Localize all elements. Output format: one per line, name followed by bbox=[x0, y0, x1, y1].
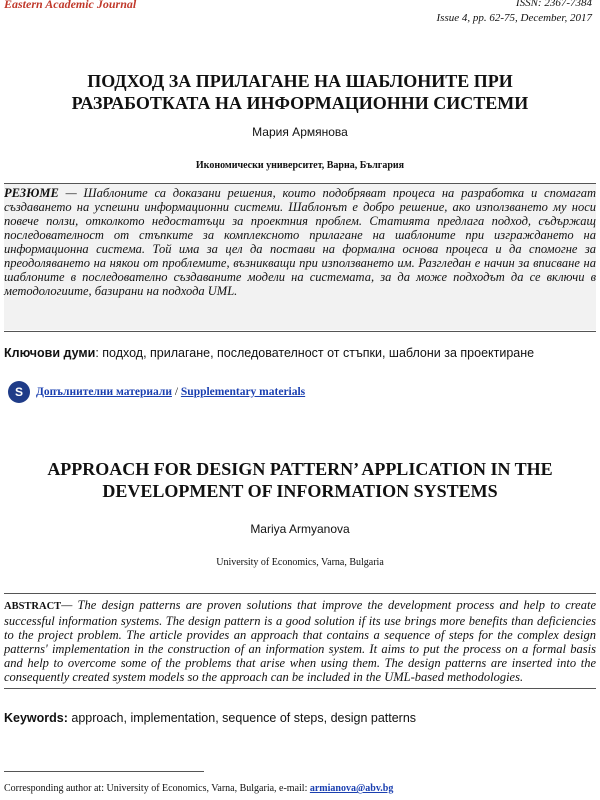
bg-abstract-bottom-rule bbox=[4, 331, 596, 332]
journal-name: Eastern Academic Journal bbox=[4, 0, 137, 11]
en-title-line-2: DEVELOPMENT OF INFORMATION SYSTEMS bbox=[102, 481, 498, 501]
bg-title-line-2: РАЗРАБОТКАТА НА ИНФОРМАЦИОННИ СИСТЕМИ bbox=[71, 93, 529, 113]
bg-author: Мария Армянова bbox=[252, 125, 348, 139]
en-abstract-bottom-rule bbox=[4, 688, 596, 689]
supplementary-links bbox=[36, 386, 305, 398]
supplementary-link-bg[interactable]: Допълнителни материали bbox=[36, 386, 172, 398]
supplementary-separator: / bbox=[171, 386, 181, 398]
en-abstract bbox=[4, 598, 596, 684]
en-title-line-1: APPROACH FOR DESIGN PATTERN’ APPLICATION IN THE bbox=[47, 459, 553, 479]
en-keywords bbox=[4, 711, 596, 725]
footer-text: Corresponding author at: University of Economics, Varna, Bulgaria, e-mail: bbox=[4, 783, 310, 794]
bg-abstract bbox=[4, 186, 596, 298]
bg-keywords bbox=[4, 346, 596, 360]
en-abstract-label: ABSTRACT bbox=[4, 601, 62, 612]
bg-affiliation: Икономически университет, Варна, България bbox=[195, 160, 405, 171]
bg-abstract-body: — Шаблоните са доказани решения, които подобряват процеса на разработка и спомагат създаването на успешни информационни системи. Шаблонът е добро решение, ако използването му носи повече ползи, отколкото недостатъци за проектния проблем. Статията предлага подход, съдържащ последователност от стъпките за комплексното прилагане на шаблоните при изграждането на информационна система. Той има за цел да постави на формална основа процеса и да спомогне за преодоляването на някои от проблемите, възникващи при използването им. Разгледан е начин за вписване на шаблоните в последователно създаваните модели на системата, за да може подходът да се включи в методологиите, базирани на подхода UML. bbox=[4, 186, 596, 298]
en-keywords-label: Keywords: bbox=[4, 711, 68, 725]
en-abstract-top-rule bbox=[4, 593, 596, 594]
bg-keywords-label: Ключови думи bbox=[4, 346, 96, 360]
bg-title-line-1: ПОДХОД ЗА ПРИЛАГАНЕ НА ШАБЛОНИТЕ ПРИ bbox=[87, 71, 513, 91]
supplementary-materials bbox=[8, 381, 305, 403]
en-affiliation: University of Economics, Varna, Bulgaria bbox=[216, 557, 384, 568]
issue-info: Issue 4, pp. 62-75, December, 2017 bbox=[436, 12, 592, 24]
bg-keywords-text: : подход, прилагане, последователност от стъпки, шаблони за проектиране bbox=[95, 346, 535, 360]
supplementary-link-en[interactable]: Supplementary materials bbox=[180, 386, 306, 398]
en-author: Mariya Armyanova bbox=[250, 522, 350, 536]
footer bbox=[4, 783, 393, 794]
supplementary-icon[interactable]: S bbox=[8, 381, 30, 403]
bg-abstract-label: РЕЗЮМЕ bbox=[4, 186, 59, 200]
footer-email-link[interactable]: armianova@abv.bg bbox=[309, 783, 394, 794]
en-keywords-text: approach, implementation, sequence of steps, design patterns bbox=[67, 711, 417, 725]
en-abstract-body: — The design patterns are proven solutions that improve the development process and help to create successful information systems. The design pattern is a good solution if its use brings more benefits than deficiencies to the project problem. The article provides an approach that contains a sequence of steps for the complex design patterns' implementation in the construction of an information system. It aims to put the process on a formal basis and help to overcome some of the problems that arise when using them. The design patterns are inserted into the consequently created system models so the approach can be included in the UML-based methodologies. bbox=[4, 598, 596, 684]
issn: ISSN: 2367-7384 bbox=[515, 0, 592, 9]
footer-rule bbox=[4, 771, 204, 772]
